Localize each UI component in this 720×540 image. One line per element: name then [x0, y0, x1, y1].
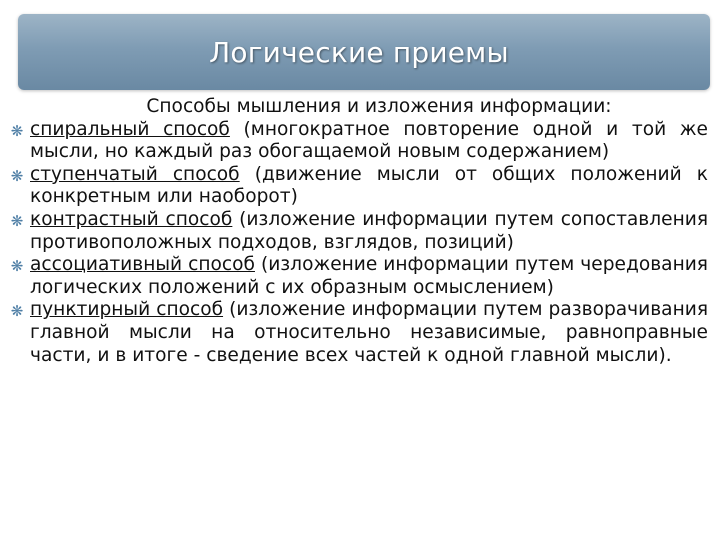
method-description: (движение мысли от общих положений к конкретным или наоборот) [30, 163, 708, 208]
method-term: спиральный способ [30, 118, 230, 140]
method-term: пунктирный способ [30, 299, 224, 321]
list-item [10, 209, 708, 254]
method-description: (изложение информации путем сопоставления противоположных подходов, взглядов, позиций) [30, 208, 709, 253]
method-term: контрастный способ [30, 208, 233, 230]
title-bar [18, 14, 710, 90]
method-list [10, 119, 708, 368]
method-description: (изложение информации путем чередования логических положений с их образным осмыслением) [30, 254, 708, 298]
method-description: (многократное повторение одной и той же мысли, но каждый раз обогащаемой новым содержанием) [30, 118, 708, 163]
snowflake-bullet-icon: ❋ [10, 302, 24, 321]
list-item [10, 119, 708, 164]
snowflake-bullet-icon: ❋ [10, 166, 24, 185]
method-description: (изложение информации путем разворачивания главной мысли на относительно независимые, равноправные части, и в итоге - сведение всех частей к одной главной мысли). [30, 299, 709, 366]
snowflake-bullet-icon: ❋ [10, 121, 24, 140]
list-item [10, 299, 708, 367]
method-term: ассоциативный способ [30, 254, 255, 276]
method-term: ступенчатый способ [30, 163, 240, 185]
snowflake-bullet-icon: ❋ [10, 257, 24, 276]
slide-content [10, 96, 708, 367]
slide-subtitle: Способы мышления и изложения информации: [146, 96, 612, 117]
slide-title: Логические приемы [209, 35, 509, 69]
snowflake-bullet-icon: ❋ [10, 211, 24, 230]
list-item [10, 164, 708, 209]
list-item [10, 254, 708, 299]
